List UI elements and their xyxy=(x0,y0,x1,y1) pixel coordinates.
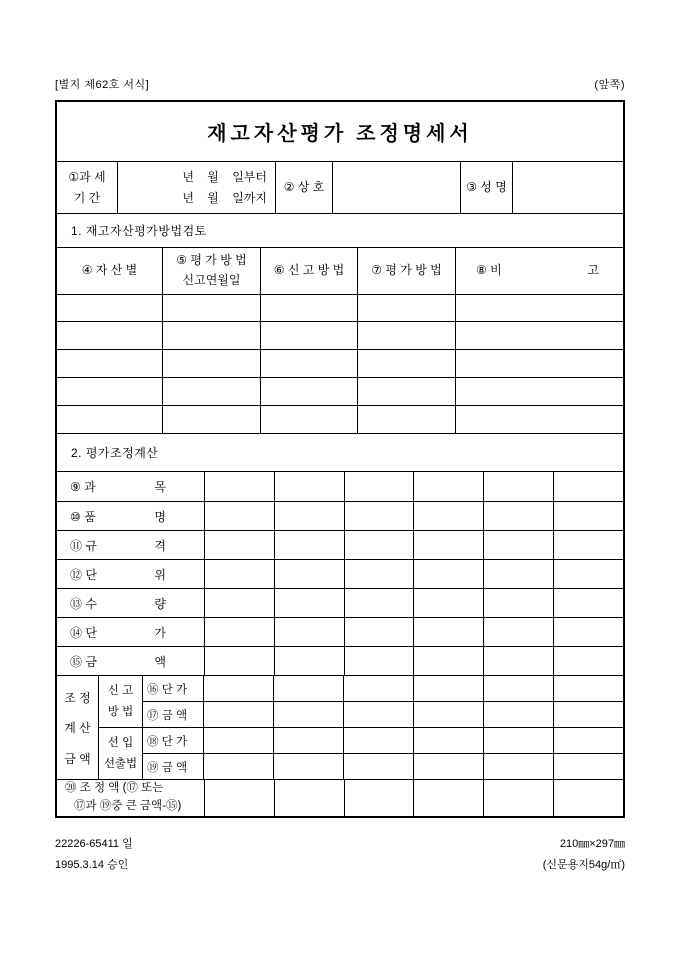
empty-cell xyxy=(553,589,623,617)
empty-cell xyxy=(357,378,455,405)
empty-cell xyxy=(274,589,344,617)
empty-cell xyxy=(204,647,274,675)
empty-row xyxy=(57,405,623,433)
empty-cell xyxy=(343,676,413,701)
row-9-account: ⑨ 과 목 xyxy=(57,472,623,501)
empty-cell xyxy=(273,754,343,779)
empty-cell xyxy=(455,322,623,349)
empty-cell xyxy=(483,676,553,701)
col-note: ⑧ 비 고 xyxy=(455,248,623,294)
empty-cell xyxy=(413,618,483,646)
empty-cell xyxy=(455,295,623,322)
footer-approval-date: 1995.3.14 승인 xyxy=(55,858,129,871)
empty-cell xyxy=(204,502,274,530)
empty-cell xyxy=(273,702,343,727)
col-asset-type: ④ 자 산 별 xyxy=(81,262,138,277)
empty-cell xyxy=(553,531,623,559)
empty-cell xyxy=(483,780,553,816)
form-body xyxy=(55,100,625,818)
form-reference: [별지 제62호 서식] xyxy=(55,79,150,91)
valuation-method-rows xyxy=(57,294,623,433)
empty-cell xyxy=(413,472,483,501)
empty-row xyxy=(57,377,623,405)
empty-cell xyxy=(203,754,273,779)
empty-cell xyxy=(57,350,162,377)
empty-cell xyxy=(455,350,623,377)
empty-cell xyxy=(274,647,344,675)
empty-cell xyxy=(274,780,344,816)
empty-cell xyxy=(260,378,357,405)
empty-cell xyxy=(273,676,343,701)
row-19-amount: ⑲ 금 액 xyxy=(143,753,623,779)
empty-cell xyxy=(413,702,483,727)
tax-period-label: ①과 세 기 간 xyxy=(68,170,106,205)
empty-cell xyxy=(357,406,455,433)
empty-cell xyxy=(553,618,623,646)
empty-cell xyxy=(483,531,553,559)
reported-method-group xyxy=(99,676,623,727)
empty-cell xyxy=(357,295,455,322)
empty-cell xyxy=(344,618,414,646)
row-15-amount: ⑮ 금 액 xyxy=(57,646,623,675)
empty-cell xyxy=(483,647,553,675)
empty-row xyxy=(57,349,623,377)
empty-cell xyxy=(274,472,344,501)
empty-cell xyxy=(57,322,162,349)
row-12-unit: ⑫ 단 위 xyxy=(57,559,623,588)
page-top-labels xyxy=(55,78,625,92)
empty-cell xyxy=(57,378,162,405)
section2-heading: 2. 평가조정계산 xyxy=(71,446,159,461)
empty-cell xyxy=(483,754,553,779)
empty-cell xyxy=(483,472,553,501)
row-14-unit-price: ⑭ 단 가 xyxy=(57,617,623,646)
empty-cell xyxy=(260,406,357,433)
title-band xyxy=(57,102,623,161)
empty-cell xyxy=(413,676,483,701)
empty-cell xyxy=(553,676,623,701)
name-value xyxy=(512,162,623,213)
row-11-spec: ⑪ 규 격 xyxy=(57,530,623,559)
valuation-method-header xyxy=(57,248,623,294)
empty-cell xyxy=(343,754,413,779)
tax-period-value: 년 월 일부터 년 월 일까지 xyxy=(117,162,275,213)
empty-cell xyxy=(274,502,344,530)
empty-cell xyxy=(553,647,623,675)
adjustment-amount-label: ⑳ 조 정 액 (⑰ 또는 ⑰과 ⑲중 큰 금액-⑮) xyxy=(65,782,182,813)
empty-cell xyxy=(357,350,455,377)
empty-cell xyxy=(162,350,260,377)
empty-cell xyxy=(413,780,483,816)
form-title: 재고자산평가 조정명세서 xyxy=(207,123,473,146)
empty-cell xyxy=(483,702,553,727)
empty-cell xyxy=(344,780,414,816)
row-13-quantity: ⑬ 수 량 xyxy=(57,588,623,617)
empty-cell xyxy=(483,560,553,588)
section1-heading: 1. 재고자산평가방법검토 xyxy=(71,223,207,238)
empty-cell xyxy=(204,618,274,646)
empty-cell xyxy=(203,728,273,753)
taxpayer-info-row xyxy=(57,161,623,214)
empty-row xyxy=(57,294,623,322)
empty-cell xyxy=(553,502,623,530)
empty-cell xyxy=(413,531,483,559)
empty-cell xyxy=(204,560,274,588)
empty-cell xyxy=(343,702,413,727)
empty-cell xyxy=(57,406,162,433)
row-20-adjustment xyxy=(57,779,623,816)
empty-cell xyxy=(413,589,483,617)
empty-cell xyxy=(413,560,483,588)
empty-row xyxy=(57,321,623,349)
empty-cell xyxy=(162,406,260,433)
empty-cell xyxy=(274,560,344,588)
empty-cell xyxy=(204,531,274,559)
empty-cell xyxy=(344,647,414,675)
page-side-label: (앞쪽) xyxy=(594,79,625,91)
reported-method-label: 신 고 방 법 xyxy=(99,676,143,727)
row-18-unit-price: ⑱ 단 가 xyxy=(143,728,623,753)
empty-cell xyxy=(553,780,623,816)
empty-cell xyxy=(483,728,553,753)
empty-cell xyxy=(344,531,414,559)
empty-cell xyxy=(455,406,623,433)
empty-cell xyxy=(344,472,414,501)
empty-cell xyxy=(274,618,344,646)
empty-cell xyxy=(274,531,344,559)
empty-cell xyxy=(204,780,274,816)
empty-cell xyxy=(483,589,553,617)
empty-cell xyxy=(553,472,623,501)
adjustment-calc-table xyxy=(57,471,623,816)
empty-cell xyxy=(162,378,260,405)
empty-cell xyxy=(260,322,357,349)
valuation-method-table xyxy=(57,247,623,434)
trade-name-value xyxy=(332,162,460,213)
row-10-item-name: ⑩ 품 명 xyxy=(57,501,623,530)
empty-cell xyxy=(162,295,260,322)
empty-cell xyxy=(413,728,483,753)
empty-cell xyxy=(455,378,623,405)
empty-cell xyxy=(273,728,343,753)
row-16-unit-price: ⑯ 단 가 xyxy=(143,676,623,701)
empty-cell xyxy=(260,295,357,322)
footer-paper-size: 210㎜×297㎜ xyxy=(559,838,625,850)
col-evaluation-method: ⑦ 평 가 방 법 xyxy=(357,248,455,294)
col-reported-method: ⑥ 신 고 방 법 xyxy=(260,248,357,294)
empty-cell xyxy=(413,647,483,675)
footer-doc-number: 22226-65411 일 xyxy=(55,838,133,850)
fifo-method-label: 선 입 선출법 xyxy=(99,728,143,779)
row-17-amount: ⑰ 금 액 xyxy=(143,701,623,727)
empty-cell xyxy=(344,502,414,530)
trade-name-label: ② 상 호 xyxy=(275,162,332,213)
page-footer xyxy=(55,834,625,876)
fifo-method-group xyxy=(99,727,623,779)
empty-cell xyxy=(343,728,413,753)
footer-paper-spec: (신문용지54g/㎡) xyxy=(542,858,625,871)
empty-cell xyxy=(553,754,623,779)
empty-cell xyxy=(344,589,414,617)
empty-cell xyxy=(203,676,273,701)
empty-cell xyxy=(204,589,274,617)
empty-cell xyxy=(57,295,162,322)
empty-cell xyxy=(260,350,357,377)
empty-cell xyxy=(413,502,483,530)
empty-cell xyxy=(344,560,414,588)
empty-cell xyxy=(204,472,274,501)
col-valuation-method-report-date: ⑤ 평 가 방 법 신고연월일 xyxy=(162,248,260,294)
adjustment-calc-amount-block xyxy=(57,675,623,779)
empty-cell xyxy=(483,618,553,646)
empty-cell xyxy=(483,502,553,530)
empty-cell xyxy=(357,322,455,349)
empty-cell xyxy=(162,322,260,349)
empty-cell xyxy=(203,702,273,727)
empty-cell xyxy=(553,702,623,727)
empty-cell xyxy=(413,754,483,779)
name-label: ③ 성 명 xyxy=(460,162,512,213)
empty-cell xyxy=(553,728,623,753)
empty-cell xyxy=(553,560,623,588)
adjust-calc-amount-label: 조 정 계 산 금 액 xyxy=(64,691,91,766)
